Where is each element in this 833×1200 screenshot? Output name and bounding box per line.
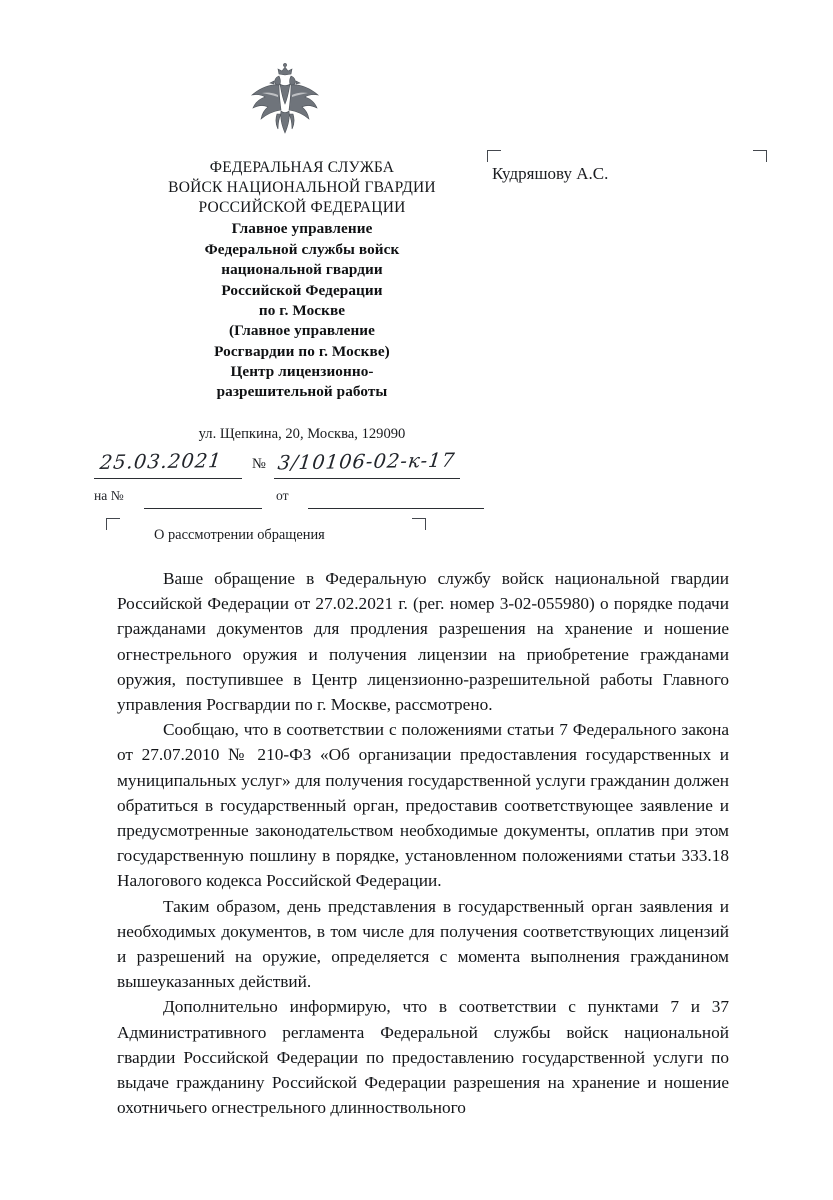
subdivision-line-8: Центр лицензионно- — [230, 362, 374, 380]
subject-corner-top-left — [106, 518, 120, 530]
subdivision-line-5: по г. Москве — [258, 301, 346, 319]
reply-to-number-rule — [144, 508, 262, 509]
date-rule — [94, 478, 242, 479]
addressee-corner-top-right — [753, 150, 767, 162]
org-line-3: РОССИЙСКОЙ ФЕДЕРАЦИИ — [198, 199, 406, 217]
subdivision-line-6: (Главное управление — [229, 322, 375, 340]
number-rule — [274, 478, 460, 479]
subdivision-line-2: Федеральной службы войск — [204, 240, 400, 258]
reply-from-date-rule — [308, 508, 484, 509]
body-paragraph: Таким образом, день представления в государственный орган заявления и необходимых документов, в том числе для получения соответствующих лицензий и разрешений на оружие, определяется с момента выполнения гражданином вышеуказанных действий. — [117, 896, 729, 992]
subdivision-line-9: разрешительной работы — [216, 383, 388, 401]
organization-address: ул. Щепкина, 20, Москва, 129090 — [198, 426, 406, 442]
body-paragraph: Дополнительно информирую, что в соответствии с пунктами 7 и 37 Административного регламента Федеральной службы войск национальной гвардии Российской Федерации по предоставлению государственной услуги по выдаче гражданину Российской Федерации разрешения на хранение и ношение охотничьего огнестрельного длинноствольного — [117, 997, 729, 1118]
addressee-name: Кудряшову А.С. — [492, 164, 609, 183]
addressee-corner-top-left — [487, 150, 501, 162]
requisites-block — [92, 450, 512, 514]
document-body — [117, 566, 729, 1120]
addressee-block — [487, 150, 767, 206]
body-paragraph: Ваше обращение в Федеральную службу войск национальной гвардии Российской Федерации от 27.02.2021 г. (рег. номер 3-02-055980) о порядке подачи гражданами документов для продления разрешения на хранение и ношение огнестрельного оружия и получения лицензии на приобретение гражданами оружия, поступившее в Центр лицензионно-разрешительной работы Главного управления Росгвардии по г. Москве, рассмотрено. — [117, 569, 729, 715]
number-sign-label: № — [252, 456, 266, 472]
russian-double-headed-eagle-emblem-icon — [232, 62, 338, 140]
outgoing-number-value: 3/10106-02-к-17 — [276, 448, 457, 475]
reply-from-date-label: от — [276, 488, 289, 503]
reply-to-number-label: на № — [94, 488, 124, 503]
letterhead — [96, 158, 508, 403]
subdivision-line-7: Росгвардии по г. Москве) — [214, 342, 390, 360]
org-line-1: ФЕДЕРАЛЬНАЯ СЛУЖБА — [209, 159, 395, 176]
body-paragraph: Сообщаю, что в соответствии с положениями статьи 7 Федерального закона от 27.07.2010 № 210-ФЗ «Об организации предоставления государственных и муниципальных услуг» для получения государственной услуги гражданин должен обратиться в государственный орган, предоставив соответствующее заявление и предусмотренные законодательством необходимые документы, оплатив при этом государственную пошлину в порядке, установленном положениями статьи 333.18 Налогового кодекса Российской Федерации. — [117, 720, 729, 891]
subdivision-line-3: национальной гвардии — [221, 261, 383, 279]
subject-text: О рассмотрении обращения — [154, 527, 325, 543]
organization-subdivision — [96, 219, 508, 402]
outgoing-date-value: 25.03.2021 — [98, 449, 223, 474]
subdivision-line-4: Российской Федерации — [221, 281, 383, 299]
subject-corner-top-right — [412, 518, 426, 530]
organization-name — [96, 158, 508, 218]
subject-block — [106, 518, 426, 554]
reply-reference-row — [92, 486, 512, 512]
org-line-2: ВОЙСК НАЦИОНАЛЬНОЙ ГВАРДИИ — [168, 179, 436, 197]
subdivision-line-1: Главное управление — [231, 220, 373, 238]
